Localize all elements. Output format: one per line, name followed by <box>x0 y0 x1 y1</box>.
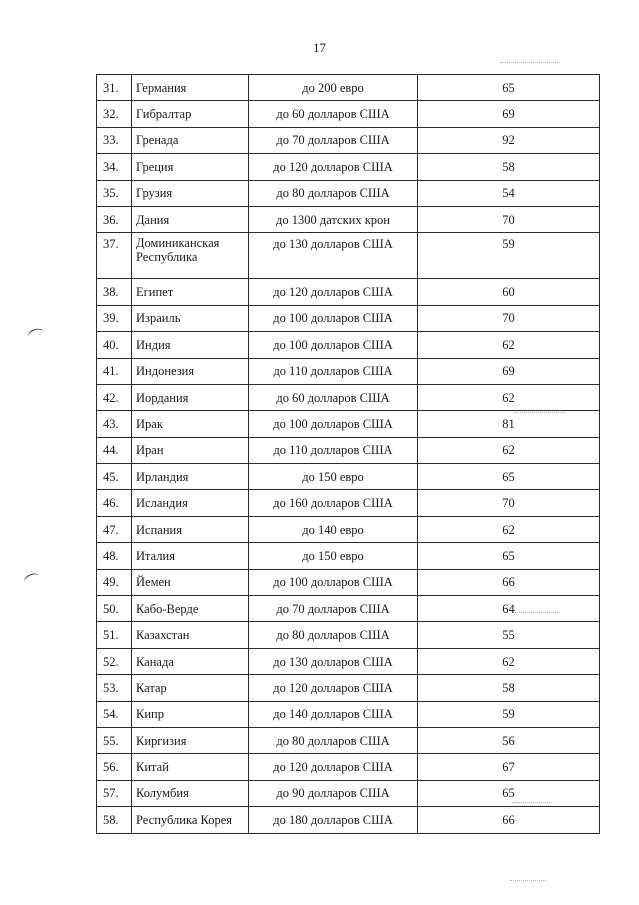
country-name: Йемен <box>132 569 249 595</box>
row-number: 40. <box>97 332 132 358</box>
value-cell: 69 <box>418 358 600 384</box>
country-name: Кабо-Верде <box>132 596 249 622</box>
country-name: Гибралтар <box>132 101 249 127</box>
value-cell: 59 <box>418 701 600 727</box>
amount-limit: до 130 долларов США <box>249 648 418 674</box>
row-number: 45. <box>97 464 132 490</box>
country-name: Исландия <box>132 490 249 516</box>
amount-limit: до 120 долларов США <box>249 754 418 780</box>
table-row <box>97 332 600 358</box>
row-number: 54. <box>97 701 132 727</box>
table-row <box>97 279 600 305</box>
value-cell: 70 <box>418 490 600 516</box>
row-number: 43. <box>97 411 132 437</box>
country-name: Германия <box>132 75 249 101</box>
row-number: 50. <box>97 596 132 622</box>
row-number: 51. <box>97 622 132 648</box>
amount-limit: до 130 долларов США <box>249 233 418 279</box>
amount-limit: до 160 долларов США <box>249 490 418 516</box>
value-cell: 62 <box>418 384 600 410</box>
value-cell: 58 <box>418 154 600 180</box>
row-number: 35. <box>97 180 132 206</box>
row-number: 39. <box>97 305 132 331</box>
country-name: Ирландия <box>132 464 249 490</box>
value-cell: 69 <box>418 101 600 127</box>
country-name: Италия <box>132 543 249 569</box>
row-number: 46. <box>97 490 132 516</box>
row-number: 48. <box>97 543 132 569</box>
row-number: 37. <box>97 233 132 279</box>
table-row <box>97 437 600 463</box>
row-number: 53. <box>97 675 132 701</box>
amount-limit: до 180 долларов США <box>249 807 418 833</box>
amount-limit: до 200 евро <box>249 75 418 101</box>
country-name: Израиль <box>132 305 249 331</box>
table-row <box>97 701 600 727</box>
table-row <box>97 127 600 153</box>
row-number: 47. <box>97 516 132 542</box>
amount-limit: до 70 долларов США <box>249 127 418 153</box>
value-cell: 54 <box>418 180 600 206</box>
value-cell: 67 <box>418 754 600 780</box>
value-cell: 92 <box>418 127 600 153</box>
table-row <box>97 305 600 331</box>
table-row <box>97 75 600 101</box>
row-number: 42. <box>97 384 132 410</box>
value-cell: 62 <box>418 332 600 358</box>
value-cell: 60 <box>418 279 600 305</box>
value-cell: 56 <box>418 727 600 753</box>
country-name: Киргизия <box>132 727 249 753</box>
amount-limit: до 140 долларов США <box>249 701 418 727</box>
row-number: 31. <box>97 75 132 101</box>
table-row <box>97 622 600 648</box>
value-cell: 62 <box>418 437 600 463</box>
amount-limit: до 120 долларов США <box>249 279 418 305</box>
amount-limit: до 100 долларов США <box>249 411 418 437</box>
table-row <box>97 358 600 384</box>
table-row <box>97 101 600 127</box>
row-number: 57. <box>97 780 132 806</box>
row-number: 44. <box>97 437 132 463</box>
value-cell: 66 <box>418 569 600 595</box>
table-row <box>97 233 600 279</box>
table-row <box>97 154 600 180</box>
table-row <box>97 648 600 674</box>
value-cell: 59 <box>418 233 600 279</box>
table-row <box>97 754 600 780</box>
table-row <box>97 206 600 232</box>
table-row <box>97 569 600 595</box>
country-name: Ирак <box>132 411 249 437</box>
value-cell: 66 <box>418 807 600 833</box>
amount-limit: до 110 долларов США <box>249 358 418 384</box>
amount-limit: до 150 евро <box>249 543 418 569</box>
row-number: 56. <box>97 754 132 780</box>
value-cell: 70 <box>418 305 600 331</box>
country-name: Колумбия <box>132 780 249 806</box>
table-row <box>97 780 600 806</box>
country-name: Дания <box>132 206 249 232</box>
amount-limit: до 80 долларов США <box>249 727 418 753</box>
value-cell: 55 <box>418 622 600 648</box>
country-name: Грузия <box>132 180 249 206</box>
row-number: 41. <box>97 358 132 384</box>
country-name: Испания <box>132 516 249 542</box>
row-number: 58. <box>97 807 132 833</box>
country-name: Доминиканская Республика <box>132 233 249 279</box>
value-cell: 65 <box>418 780 600 806</box>
country-name: Индия <box>132 332 249 358</box>
value-cell: 64 <box>418 596 600 622</box>
row-number: 49. <box>97 569 132 595</box>
row-number: 38. <box>97 279 132 305</box>
value-cell: 81 <box>418 411 600 437</box>
country-name: Иран <box>132 437 249 463</box>
amount-limit: до 70 долларов США <box>249 596 418 622</box>
value-cell: 62 <box>418 516 600 542</box>
amount-limit: до 80 долларов США <box>249 180 418 206</box>
value-cell: 65 <box>418 464 600 490</box>
amount-limit: до 60 долларов США <box>249 384 418 410</box>
value-cell: 65 <box>418 543 600 569</box>
country-name: Канада <box>132 648 249 674</box>
country-name: Казахстан <box>132 622 249 648</box>
row-number: 34. <box>97 154 132 180</box>
country-name: Кипр <box>132 701 249 727</box>
table-row <box>97 807 600 833</box>
amount-limit: до 120 долларов США <box>249 154 418 180</box>
country-name: Китай <box>132 754 249 780</box>
country-name: Республика Корея <box>132 807 249 833</box>
scan-noise <box>500 62 560 63</box>
row-number: 36. <box>97 206 132 232</box>
amount-limit: до 80 долларов США <box>249 622 418 648</box>
country-name: Катар <box>132 675 249 701</box>
country-name: Египет <box>132 279 249 305</box>
table-row <box>97 180 600 206</box>
table-row <box>97 675 600 701</box>
amount-limit: до 100 долларов США <box>249 305 418 331</box>
amount-limit: до 60 долларов США <box>249 101 418 127</box>
row-number: 33. <box>97 127 132 153</box>
scan-mark <box>27 327 46 342</box>
row-number: 32. <box>97 101 132 127</box>
amount-limit: до 100 долларов США <box>249 569 418 595</box>
country-name: Гренада <box>132 127 249 153</box>
value-cell: 65 <box>418 75 600 101</box>
table-row <box>97 727 600 753</box>
amount-limit: до 140 евро <box>249 516 418 542</box>
table-row <box>97 464 600 490</box>
amount-limit: до 1300 датских крон <box>249 206 418 232</box>
country-name: Иордания <box>132 384 249 410</box>
scan-mark <box>23 571 42 587</box>
table-row <box>97 596 600 622</box>
table-row <box>97 411 600 437</box>
amount-limit: до 110 долларов США <box>249 437 418 463</box>
amount-limit: до 150 евро <box>249 464 418 490</box>
amount-limit: до 120 долларов США <box>249 675 418 701</box>
table-row <box>97 384 600 410</box>
value-cell: 62 <box>418 648 600 674</box>
country-name: Индонезия <box>132 358 249 384</box>
limits-table <box>96 74 600 834</box>
row-number: 52. <box>97 648 132 674</box>
table-row <box>97 490 600 516</box>
table-row <box>97 543 600 569</box>
amount-limit: до 100 долларов США <box>249 332 418 358</box>
scan-noise <box>510 880 546 881</box>
value-cell: 58 <box>418 675 600 701</box>
row-number: 55. <box>97 727 132 753</box>
amount-limit: до 90 долларов США <box>249 780 418 806</box>
table-row <box>97 516 600 542</box>
country-name: Греция <box>132 154 249 180</box>
value-cell: 70 <box>418 206 600 232</box>
page-number: 17 <box>313 40 326 55</box>
